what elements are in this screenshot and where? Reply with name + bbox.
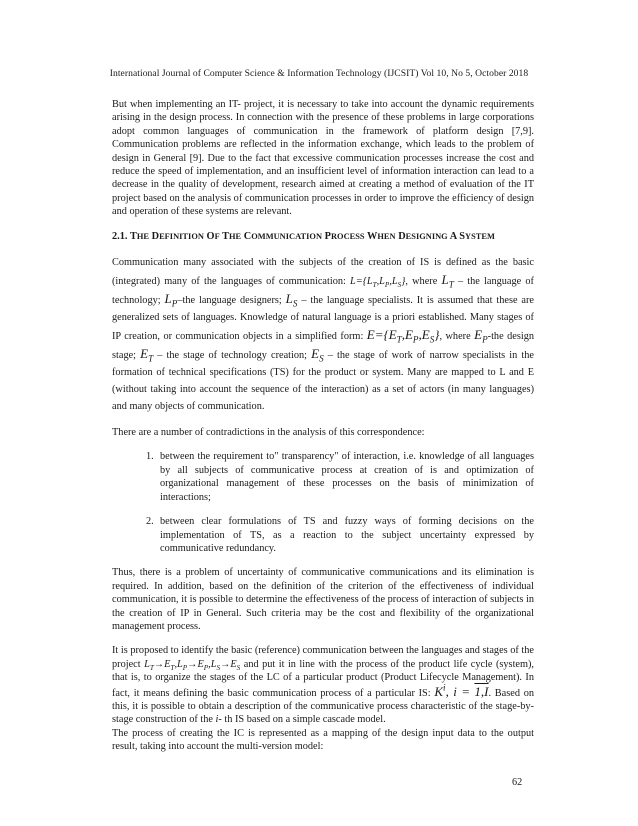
- list-item-number: 2.: [146, 516, 154, 528]
- symbol-EP: $E_P$: [474, 327, 488, 345]
- ref-text-i: i: [215, 714, 219, 726]
- formula-L: $L=\{L_T,L_P,L_S\}$: [350, 276, 406, 290]
- def-text-f: , where: [439, 331, 471, 343]
- def-text-c: – the language of technology;: [112, 276, 534, 307]
- symbol-LS: $L_S$: [285, 291, 298, 309]
- ref-text-a: It is proposed to identify the basic (reference) communication between the languages and stages of the project: [112, 645, 534, 670]
- formula-mapping: $L_T\to E_T,L_P\to E_P,L_S\to E_S$: [144, 658, 241, 672]
- def-text-g: -the design stage;: [112, 331, 535, 362]
- paragraph-definition: [112, 254, 534, 415]
- formula-E: $E=\{E_T,E_P,E_S\}$: [366, 327, 440, 345]
- ref-text-c: . Based on this, it is possible to obtain a description of the communicative process characteristic of the stage-by-stage construction of the: [112, 687, 534, 726]
- ref-text-b: and put it in line with the process of the product life cycle (system), that is, to organize the stages of the LC of a particular product (Product Lifecycle Management). In fact, it means defining the basic communication process of a particular IS:: [112, 658, 535, 699]
- def-text-a: Communication many associated with the subjects of the creation of IS is defined as the basic (integrated) many of the languages of communication:: [112, 257, 534, 288]
- list-item-text: between the requirement to" transparency" of interaction, i.e. knowledge of all languages by all subjects of communicative process at creation of is and optimization of organizational management of these processes on the basis of minimization of interactions;: [160, 451, 534, 503]
- def-text-e: – the language specialists. It is assumed that these are generalized sets of languages. Knowledge of natural language is a priori established. Many stages of IP creation, or communication objects in a simplified form:: [112, 295, 535, 343]
- symbol-LT: $L_T$: [441, 272, 454, 290]
- body-text: [112, 98, 534, 765]
- formula-K: $K^i$, i = 1,I: [434, 682, 489, 699]
- ref-text-d: - th IS based on a simple cascade model.: [218, 714, 386, 726]
- symbol-LP: $L_P$: [164, 291, 178, 309]
- symbol-ES: $E_S$: [311, 346, 324, 364]
- def-text-h: – the stage of technology creation;: [157, 350, 308, 362]
- paragraph-intro: But when implementing an IT- project, it is necessary to take into account the dynamic requirements arising in the design process. In connection with the presence of these problems in large corporations adopt common languages of communication in the framework of platform design [7,9]. Communication problems are reflected in the information exchange, which leads to the problem of design in General [9]. Due to the fact that excessive communication processes increase the cost and reduce the speed of implementation, and an insufficient level of information interaction can lead to a decrease in the quality of development, research aimed at creating a method of evaluation of the IT project based on the analysis of communication processes in order to improve the efficiency of design and operation of these systems are relevant.: [112, 99, 534, 218]
- contradictions-list: [112, 450, 534, 555]
- paragraph-reference-communication: [112, 644, 534, 726]
- section-title: THE DEFINITION OF THE COMMUNICATION PROCESS WHEN DESIGNING A SYSTEM: [129, 230, 495, 242]
- def-text-d: –the language designers;: [177, 295, 282, 307]
- section-number: 2.1.: [112, 230, 128, 242]
- page-number: 62: [512, 777, 523, 788]
- paragraph-process: The process of creating the IC is represented as a mapping of the design input data to the output result, taking into account the multi-version model:: [112, 727, 534, 753]
- paragraph-uncertainty: Thus, there is a problem of uncertainty of communicative communications and its elimination is required. In addition, based on the definition of the criterion of the effectiveness of individual communication, it is possible to determine the effectiveness of the process of interaction of subjects in the creation of IP in General. Such criteria may be the cost and flexibility of the organizational management process.: [112, 567, 534, 632]
- def-text-i: – the stage of work of narrow specialists in the formation of technical specifications (TS) for the product or system. Many are mapped to L and E (without taking into account the sequence of the interaction) as a set of actors (in many languages) and many objects of communication.: [112, 350, 534, 413]
- list-item-text: between clear formulations of TS and fuzzy ways of forming decisions on the implementation of TS, as a reaction to the subject uncertainty expressed by communicative redundancy.: [160, 516, 534, 554]
- symbol-ET: $E_T$: [140, 346, 154, 364]
- section-heading: [112, 230, 534, 243]
- def-text-b: , where: [405, 276, 438, 288]
- list-item: [112, 450, 534, 504]
- list-item: [112, 515, 534, 555]
- running-header: International Journal of Computer Science & Information Technology (IJCSIT) Vol 10, No 5, October 2018: [109, 68, 529, 79]
- list-item-number: 1.: [146, 451, 154, 463]
- paragraph-contradictions: There are a number of contradictions in the analysis of this correspondence:: [112, 427, 425, 439]
